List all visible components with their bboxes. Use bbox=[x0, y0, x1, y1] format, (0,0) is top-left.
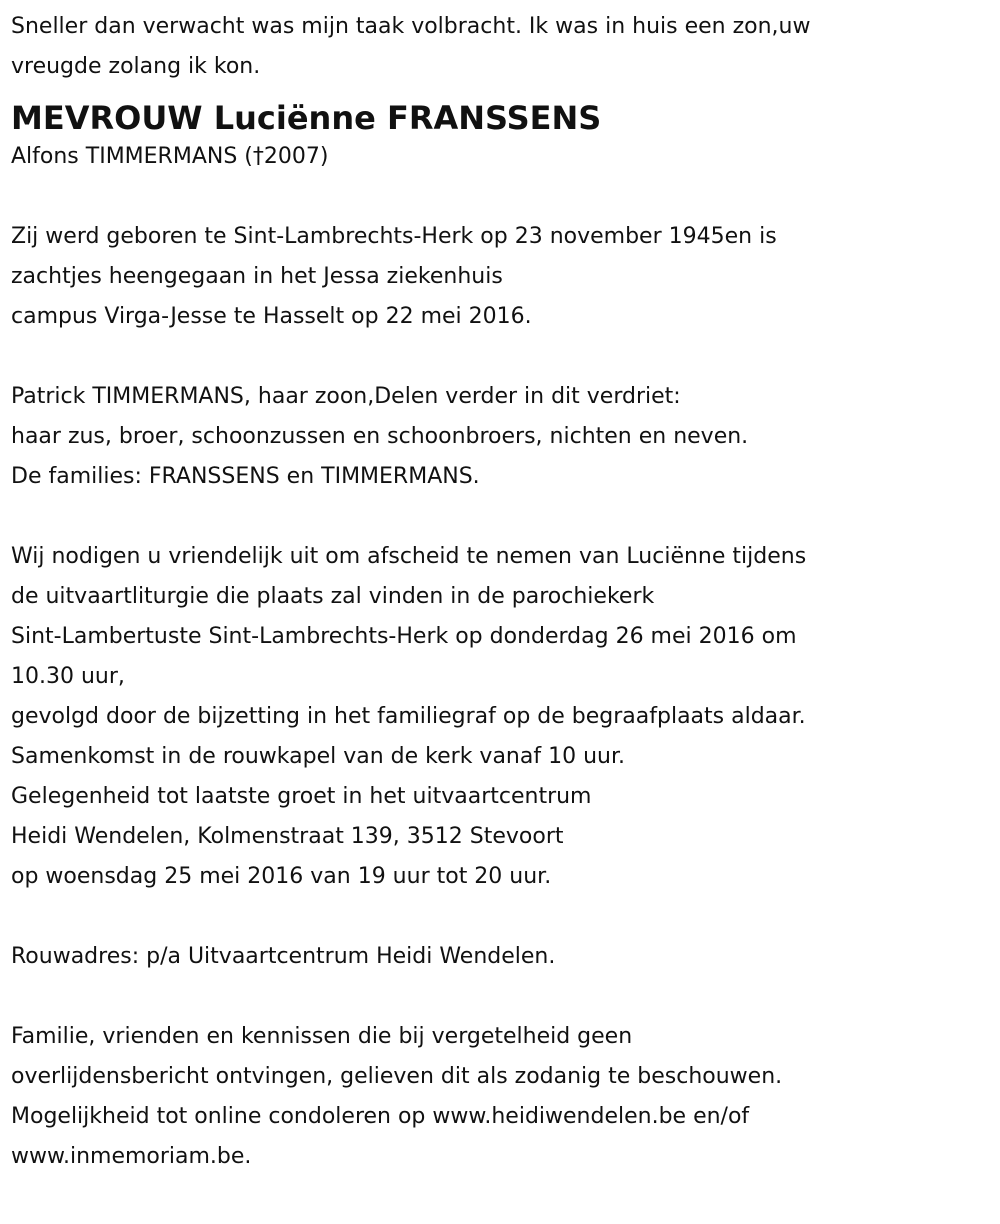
text-line: Wij nodigen u vriendelijk uit om afscheid te nemen van Luciënne tijdens bbox=[11, 544, 807, 569]
text-line: 10.30 uur, bbox=[11, 664, 125, 689]
text-line: Mogelijkheid tot online condoleren op www.heidiwendelen.be en/of bbox=[11, 1104, 750, 1129]
text-line: Patrick TIMMERMANS, haar zoon,Delen verder in dit verdriet: bbox=[11, 384, 681, 409]
text-line: Sneller dan verwacht was mijn taak volbracht. Ik was in huis een zon,uw bbox=[11, 14, 811, 39]
text-line: haar zus, broer, schoonzussen en schoonbroers, nichten en neven. bbox=[11, 424, 749, 449]
ceremony-paragraph bbox=[11, 537, 1000, 897]
text-line: op woensdag 25 mei 2016 van 19 uur tot 20 uur. bbox=[11, 864, 552, 889]
address-paragraph bbox=[11, 937, 1000, 977]
family-paragraph bbox=[11, 377, 1000, 497]
closing-paragraph bbox=[11, 1017, 1000, 1177]
text-line: Familie, vrienden en kennissen die bij vergetelheid geen bbox=[11, 1024, 633, 1049]
text-line: de uitvaartliturgie die plaats zal vinden in de parochiekerk bbox=[11, 584, 655, 609]
text-line: Gelegenheid tot laatste groet in het uitvaartcentrum bbox=[11, 784, 592, 809]
text-line: De families: FRANSSENS en TIMMERMANS. bbox=[11, 464, 480, 489]
deceased-name-heading: MEVROUW Luciënne FRANSSENS bbox=[11, 99, 602, 137]
text-line: Zij werd geboren te Sint-Lambrechts-Herk op 23 november 1945en is bbox=[11, 224, 777, 249]
text-line: vreugde zolang ik kon. bbox=[11, 54, 261, 79]
intro-paragraph bbox=[11, 7, 1000, 87]
text-line: overlijdensbericht ontvingen, gelieven dit als zodanig te beschouwen. bbox=[11, 1064, 783, 1089]
text-line: www.inmemoriam.be. bbox=[11, 1144, 252, 1169]
text-line: Rouwadres: p/a Uitvaartcentrum Heidi Wendelen. bbox=[11, 944, 556, 969]
birth-paragraph bbox=[11, 217, 1000, 337]
text-line: Samenkomst in de rouwkapel van de kerk vanaf 10 uur. bbox=[11, 744, 625, 769]
text-line: campus Virga-Jesse te Hasselt op 22 mei 2016. bbox=[11, 304, 532, 329]
spouse-line: Alfons TIMMERMANS (†2007) bbox=[11, 144, 329, 169]
text-line: Heidi Wendelen, Kolmenstraat 139, 3512 Stevoort bbox=[11, 824, 564, 849]
text-line: zachtjes heengegaan in het Jessa ziekenhuis bbox=[11, 264, 503, 289]
text-line: gevolgd door de bijzetting in het familiegraf op de begraafplaats aldaar. bbox=[11, 704, 806, 729]
text-line: Sint-Lambertuste Sint-Lambrechts-Herk op donderdag 26 mei 2016 om bbox=[11, 624, 797, 649]
